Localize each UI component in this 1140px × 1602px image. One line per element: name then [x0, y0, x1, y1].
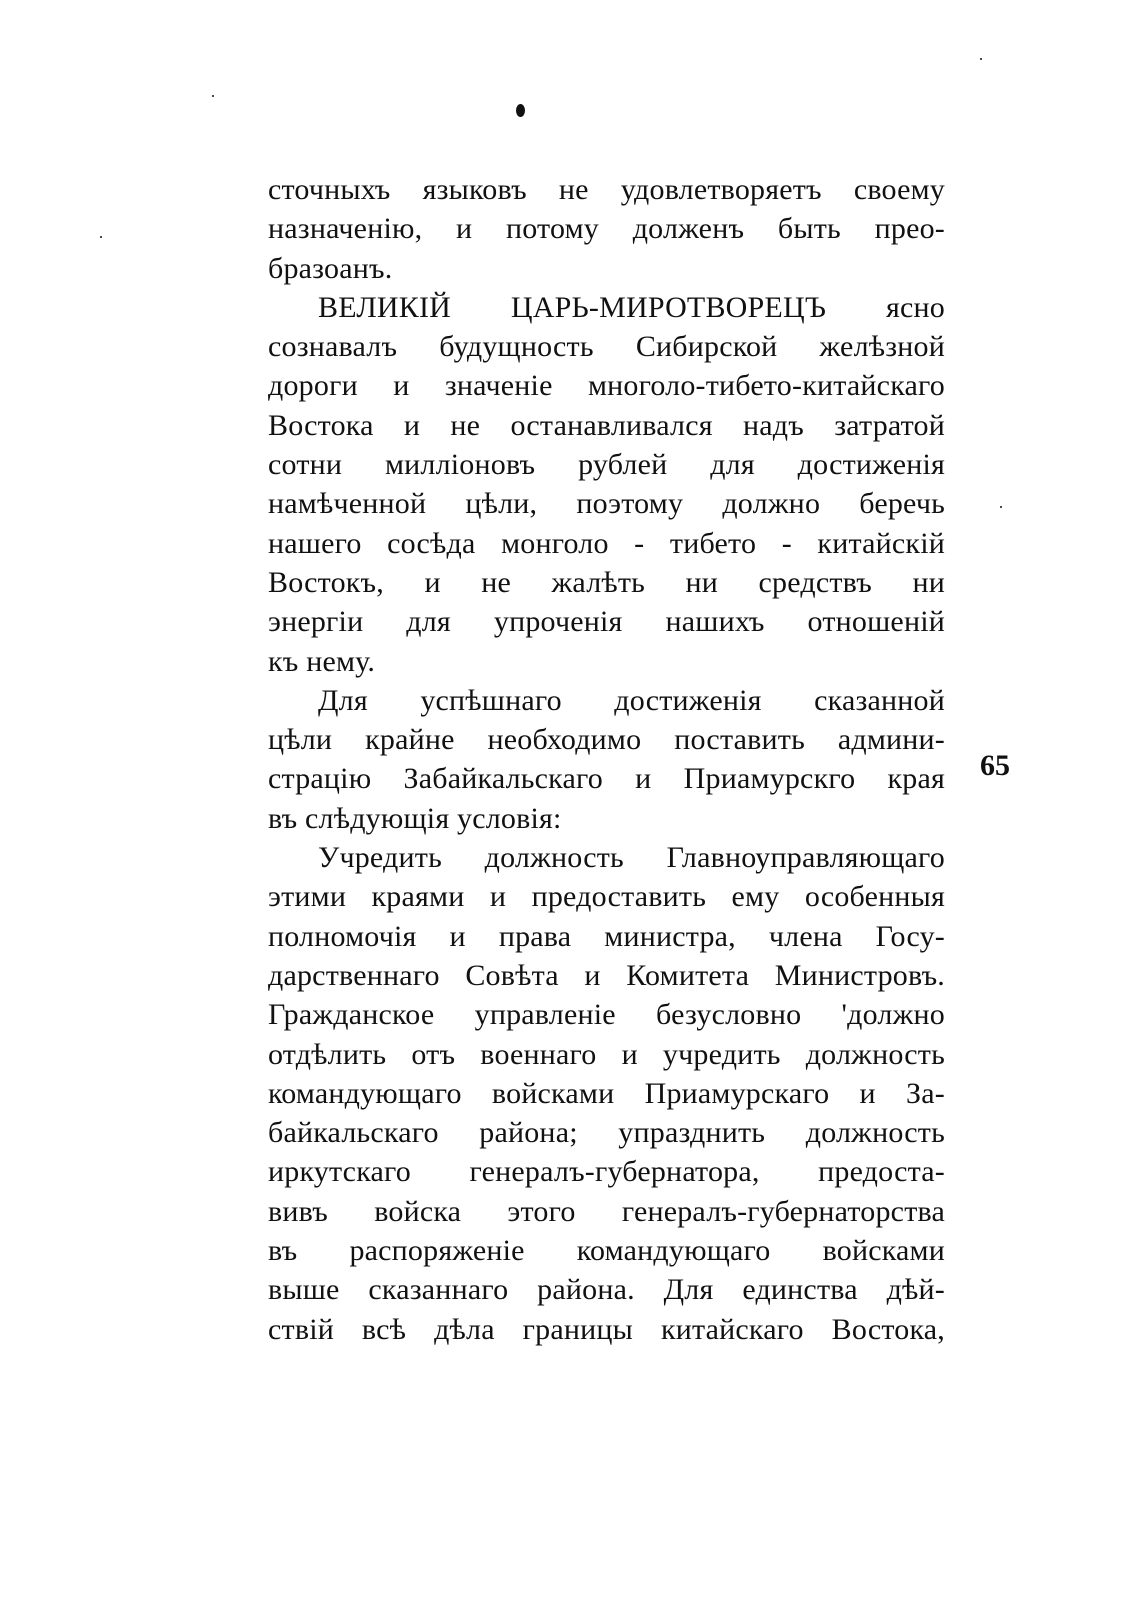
paragraph — [268, 170, 945, 288]
text-line: ВЕЛИКІЙ ЦАРЬ-МИРОТВОРЕЦЪ ясно — [318, 290, 945, 324]
text-line: нашего сосѣда монголо - тибето - китайскій — [268, 526, 945, 560]
text-line: этими краями и предоставить ему особенныя — [268, 880, 945, 914]
text-line: бразоанъ. — [268, 251, 393, 285]
text-line: къ нему. — [268, 644, 376, 678]
text-line: сточныхъ языковъ не удовлетворяетъ своему — [268, 173, 945, 206]
text-line: иркутскаго генералъ-губернатора, предоста- — [268, 1155, 945, 1189]
text-line: страцію Забайкальскаго и Приамурскго края — [268, 762, 945, 796]
text-line: сознавалъ будущность Сибирской желѣзной — [268, 330, 945, 364]
text-line: назначенію, и потому долженъ быть прео- — [268, 212, 945, 246]
text-line: дарственнаго Совѣта и Комитета Министровъ. — [268, 958, 945, 992]
text-line: сотни милліоновъ рублей для достиженія — [268, 448, 945, 482]
text-line: полномочія и права министра, члена Госу- — [268, 919, 945, 953]
text-line: Учредить должность Главноуправляющаго — [318, 841, 945, 875]
text-line: байкальскаго района; упразднить должность — [268, 1116, 945, 1150]
text-line: ствій всѣ дѣла границы китайскаго Востока, — [268, 1312, 945, 1346]
ink-speck — [212, 95, 214, 97]
page-number: 65 — [980, 749, 1010, 782]
paragraph — [268, 288, 945, 681]
ink-speck — [980, 58, 982, 60]
ink-speck — [100, 236, 102, 238]
text-line: Востока и не останавливался надъ затратой — [268, 408, 945, 442]
text-line: въ слѣдующія условія: — [268, 801, 562, 835]
text-line: энергіи для упроченія нашихъ отношеній — [268, 605, 945, 639]
paragraph — [268, 681, 945, 838]
body-text — [268, 170, 945, 1349]
paragraph — [268, 838, 945, 1349]
text-line: Гражданское управленіе безусловно 'должно — [268, 998, 945, 1032]
text-line: выше сказаннаго района. Для единства дѣй- — [268, 1273, 945, 1307]
text-line: Востокъ, и не жалѣть ни средствъ ни — [268, 565, 945, 599]
text-line: командующаго войсками Приамурскаго и За- — [268, 1076, 945, 1110]
ink-speck — [516, 104, 525, 117]
text-line: намѣченной цѣли, поэтому должно беречь — [268, 487, 945, 521]
text-line: въ распоряженіе командующаго войсками — [268, 1234, 945, 1268]
text-line: дороги и значеніе многоло-тибето-китайскаго — [268, 369, 945, 403]
text-line: вивъ войска этого генералъ-губернаторства — [268, 1194, 945, 1228]
ink-speck — [1000, 506, 1002, 508]
text-line: цѣли крайне необходимо поставить админи- — [268, 723, 945, 757]
text-line: Для успѣшнаго достиженія сказанной — [318, 683, 945, 717]
text-line: отдѣлить отъ военнаго и учредить должность — [268, 1037, 945, 1071]
